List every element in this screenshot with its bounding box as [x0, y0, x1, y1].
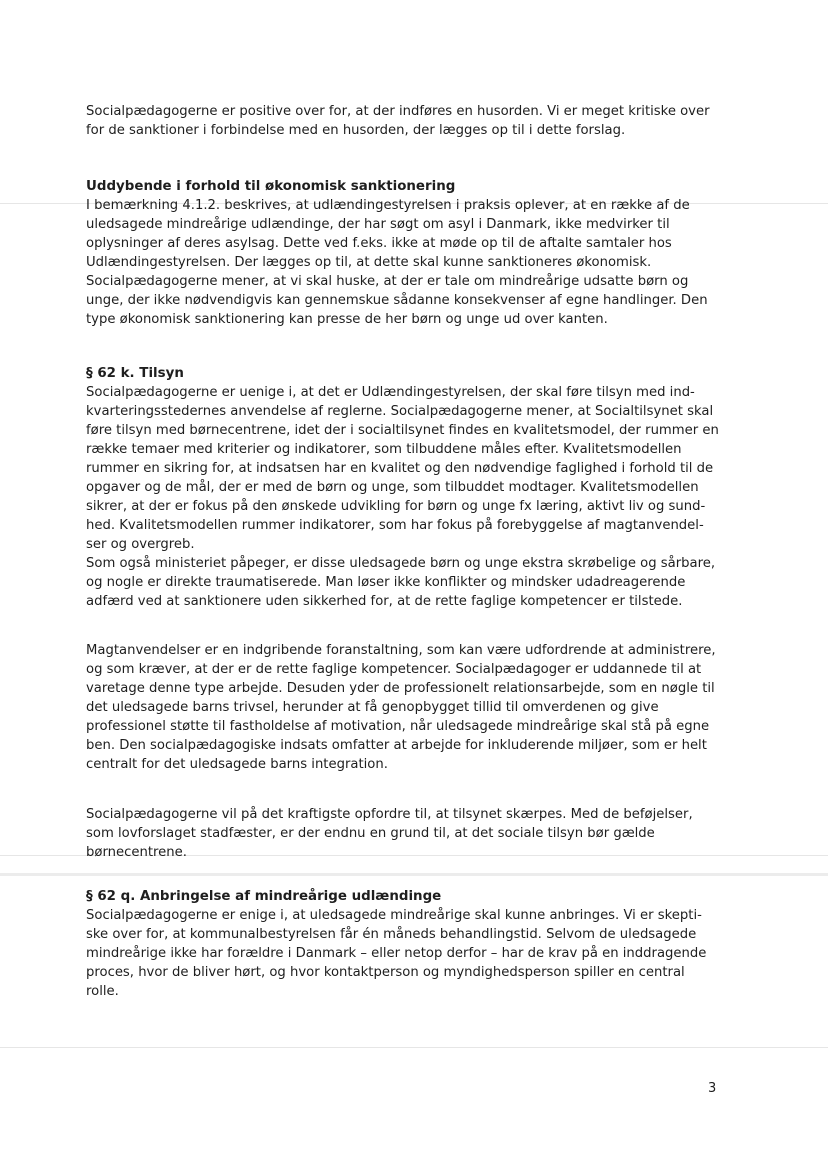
text-line: som lovforslaget stadfæster, er der endnu en grund til, at det sociale tilsyn bør gælde — [86, 826, 655, 841]
text-line: professionel støtte til fastholdelse af motivation, når uledsagede mindreårige skal stå på egne — [86, 719, 710, 734]
tilsyn-section — [86, 364, 734, 611]
text-line: Socialpædagogerne mener, at vi skal huske, at der er tale om mindreårige udsatte børn og — [86, 274, 689, 289]
section-heading: § 62 q. Anbringelse af mindreårige udlændinge — [86, 889, 442, 904]
opfordring-paragraph — [86, 805, 734, 862]
text-line: centralt for det uledsagede barns integration. — [86, 757, 388, 772]
text-line: Udlændingestyrelsen. Der lægges op til, at dette skal kunne sanktioneres økonomisk. — [86, 255, 652, 270]
text-line: Socialpædagogerne er positive over for, at der indføres en husorden. Vi er meget kritiske over — [86, 104, 710, 119]
text-line: og nogle er direkte traumatiserede. Man løser ikke konflikter og mindsker udadreagerende — [86, 575, 686, 590]
section-heading: Uddybende i forhold til økonomisk sanktionering — [86, 179, 456, 194]
text-line: rummer en sikring for, at indsatsen har en kvalitet og den nødvendige faglighed i forhold til de — [86, 461, 714, 476]
scan-artifact-line — [0, 1047, 828, 1048]
text-line: varetage denne type arbejde. Desuden yder de professionelt relationsarbejde, som en nøgle til — [86, 681, 715, 696]
text-line: mindreårige ikke har forældre i Danmark – eller netop derfor – har de krav på en inddragende — [86, 946, 707, 961]
sanction-section — [86, 177, 734, 329]
text-line: rolle. — [86, 984, 119, 999]
text-line: Magtanvendelser er en indgribende foranstaltning, som kan være udfordrende at administrere, — [86, 643, 716, 658]
text-line: hed. Kvalitetsmodellen rummer indikatorer, som har fokus på forebyggelse af magtanvendel- — [86, 518, 704, 533]
text-line: I bemærkning 4.1.2. beskrives, at udlændingestyrelsen i praksis oplever, at en række af de — [86, 198, 690, 213]
text-line: unge, der ikke nødvendigvis kan gennemskue sådanne konsekvenser af egne handlinger. Den — [86, 293, 708, 308]
text-line: Som også ministeriet påpeger, er disse uledsagede børn og unge ekstra skrøbelige og sårbare, — [86, 556, 716, 571]
page-number: 3 — [708, 1081, 717, 1096]
text-line: opgaver og de mål, der er med de børn og unge, som tilbuddet modtager. Kvalitetsmodellen — [86, 480, 699, 495]
text-line: ske over for, at kommunalbestyrelsen får én måneds behandlingstid. Selvom de uledsagede — [86, 927, 697, 942]
scan-artifact-band — [0, 873, 828, 876]
text-line: kvarteringsstedernes anvendelse af reglerne. Socialpædagogerne mener, at Socialtilsynet skal — [86, 404, 714, 419]
text-line: sikrer, at der er fokus på den ønskede udvikling for børn og unge fx læring, aktivt liv og sund- — [86, 499, 706, 514]
text-line: Socialpædagogerne er enige i, at uledsagede mindreårige skal kunne anbringes. Vi er skepti- — [86, 908, 702, 923]
intro-paragraph — [86, 102, 734, 140]
text-line: børnecentrene. — [86, 845, 187, 860]
text-line: proces, hvor de bliver hørt, og hvor kontaktperson og myndighedsperson spiller en central — [86, 965, 685, 980]
paragraph-text — [86, 906, 734, 1001]
paragraph-text — [86, 805, 734, 862]
text-line: ben. Den socialpædagogiske indsats omfatter at arbejde for inkluderende miljøer, som er helt — [86, 738, 707, 753]
paragraph-text — [86, 383, 734, 611]
text-line: og som kræver, at der er de rette faglige kompetencer. Socialpædagoger er uddannede til at — [86, 662, 702, 677]
magt-paragraph — [86, 641, 734, 774]
text-line: type økonomisk sanktionering kan presse de her børn og unge ud over kanten. — [86, 312, 608, 327]
text-line: for de sanktioner i forbindelse med en husorden, der lægges op til i dette forslag. — [86, 123, 626, 138]
paragraph-text — [86, 102, 734, 140]
section-heading: § 62 k. Tilsyn — [86, 366, 184, 381]
text-line: føre tilsyn med børnecentrene, idet der i socialtilsynet findes en kvalitetsmodel, der rummer en — [86, 423, 719, 438]
text-line: det uledsagede barns trivsel, herunder at få genopbygget tillid til omverdenen og give — [86, 700, 659, 715]
text-line: ser og overgreb. — [86, 537, 195, 552]
text-line: adfærd ved at sanktionere uden sikkerhed for, at de rette faglige kompetencer er tilstede. — [86, 594, 683, 609]
text-line: Socialpædagogerne vil på det kraftigste opfordre til, at tilsynet skærpes. Med de beføjelser, — [86, 807, 693, 822]
text-line: række temaer med kriterier og indikatorer, som tilbuddene måles efter. Kvalitetsmodellen — [86, 442, 682, 457]
paragraph-text — [86, 641, 734, 774]
text-line: uledsagede mindreårige udlændinge, der har søgt om asyl i Danmark, ikke medvirker til — [86, 217, 670, 232]
text-line: oplysninger af deres asylsag. Dette ved f.eks. ikke at møde op til de aftalte samtaler hos — [86, 236, 672, 251]
text-line: Socialpædagogerne er uenige i, at det er Udlændingestyrelsen, der skal føre tilsyn med ind- — [86, 385, 695, 400]
paragraph-text — [86, 196, 734, 329]
anbringelse-section — [86, 887, 734, 1001]
